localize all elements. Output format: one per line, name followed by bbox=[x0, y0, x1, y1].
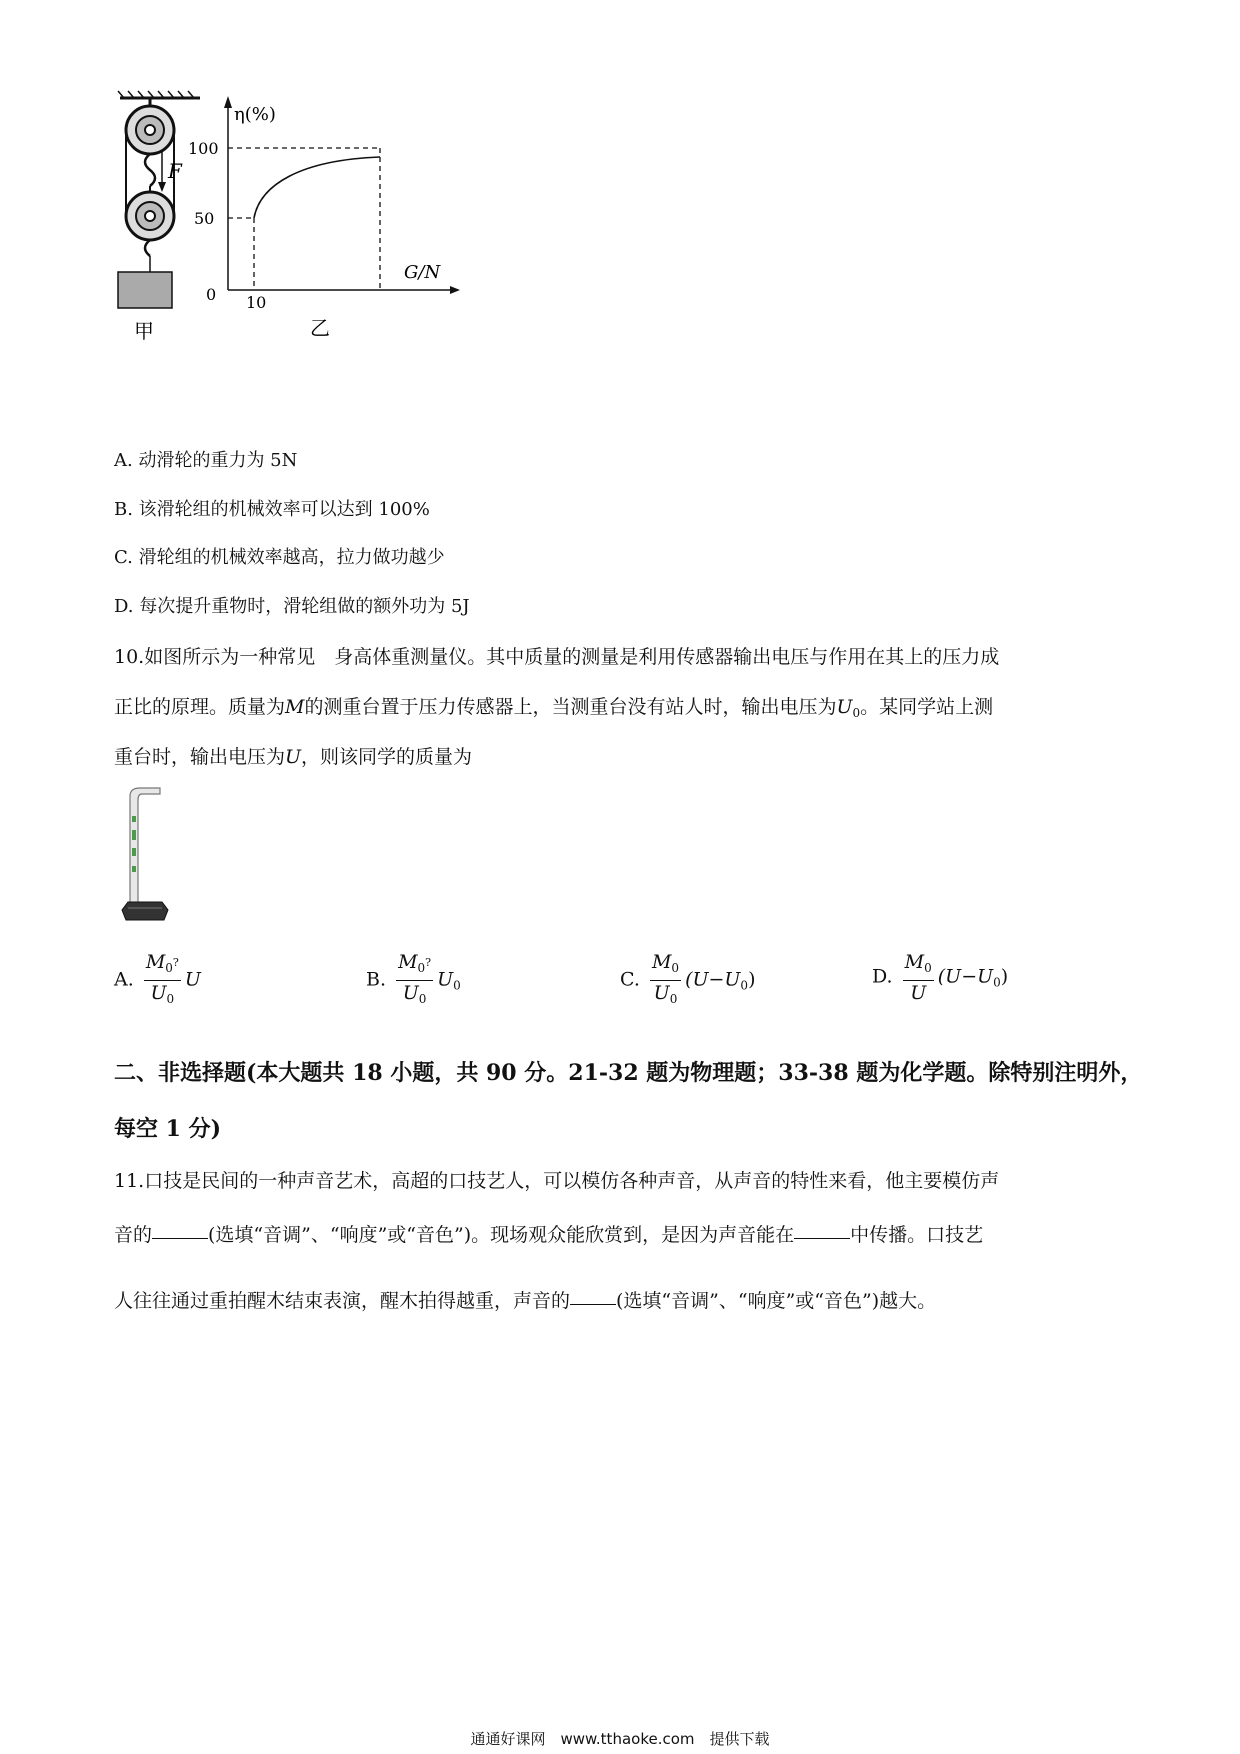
label-yi: 乙 bbox=[310, 316, 330, 340]
origin-label: 0 bbox=[206, 285, 217, 304]
q11-blank-2[interactable] bbox=[794, 1237, 850, 1239]
q10-option-c: C. $\frac{M_0}{U_0}$ $(U-U_0)$ bbox=[620, 951, 756, 1006]
q10-line-1: 10.如图所示为一种常见 身高体重测量仪。其中质量的测量是利用传感器输出电压与作用在其上的压力成 bbox=[114, 646, 1000, 668]
q11-line-3: 人往往通过重拍醒木结束表演，醒木拍得越重，声音的 (选填“音调”、“响度”或“音色”)越大。 bbox=[114, 1290, 937, 1312]
x-axis-label: G/N bbox=[404, 262, 441, 283]
page-footer: 通通好课网 www.tthaoke.com 提供下载 bbox=[470, 1730, 770, 1748]
q11-blank-3[interactable] bbox=[570, 1303, 616, 1305]
q9-option-a: A. 动滑轮的重力为 5N bbox=[114, 450, 298, 471]
q11-line-1: 11.口技是民间的一种声音艺术，高超的口技艺人，可以模仿各种声音，从声音的特性来看，他主要模仿声 bbox=[114, 1170, 1000, 1192]
q9-option-c: C. 滑轮组的机械效率越高，拉力做功越少 bbox=[114, 547, 445, 568]
q10-option-d: D. $\frac{M_0}{U}$ $(U-U_0)$ bbox=[872, 951, 1009, 1004]
x-tick-10: 10 bbox=[246, 293, 267, 312]
q9-option-b: B. 该滑轮组的机械效率可以达到 100% bbox=[114, 499, 430, 520]
q11-blank-1[interactable] bbox=[152, 1237, 208, 1239]
section-2-heading-line-2: 每空 1 分) bbox=[114, 1116, 222, 1142]
force-label: F bbox=[168, 159, 182, 183]
q10-option-b: B. $\frac{M_0?}{U_0}$ $U_0$ bbox=[366, 951, 461, 1006]
q10-line-2: 正比的原理。质量为M的测重台置于压力传感器上，当测重台没有站人时，输出电压为$U_0$。某同学站上测 bbox=[114, 696, 994, 720]
q10-line-3: 重台时，输出电压为U，则该同学的质量为 bbox=[114, 746, 473, 768]
height-weight-scale-image bbox=[118, 786, 178, 928]
efficiency-curve bbox=[254, 157, 380, 218]
pulley-figure bbox=[110, 90, 510, 390]
y-axis-label: η(%) bbox=[234, 104, 276, 125]
efficiency-chart bbox=[188, 96, 460, 340]
q11-line-2: 音的 (选填“音调”、“响度”或“音色”)。现场观众能欣赏到，是因为声音能在 中传播。口技艺 bbox=[114, 1224, 984, 1246]
y-tick-100: 100 bbox=[188, 139, 219, 158]
q9-option-d: D. 每次提升重物时，滑轮组做的额外功为 5J bbox=[114, 596, 470, 617]
q10-option-a: A. $\frac{M_0?}{U_0}$ U bbox=[114, 951, 201, 1006]
y-tick-50: 50 bbox=[194, 209, 215, 228]
label-jia: 甲 bbox=[134, 319, 154, 343]
section-2-heading-line-1: 二、非选择题(本大题共 18 小题，共 90 分。21-32 题为物理题；33-38 题为化学题。除特别注明外， bbox=[114, 1060, 1143, 1086]
